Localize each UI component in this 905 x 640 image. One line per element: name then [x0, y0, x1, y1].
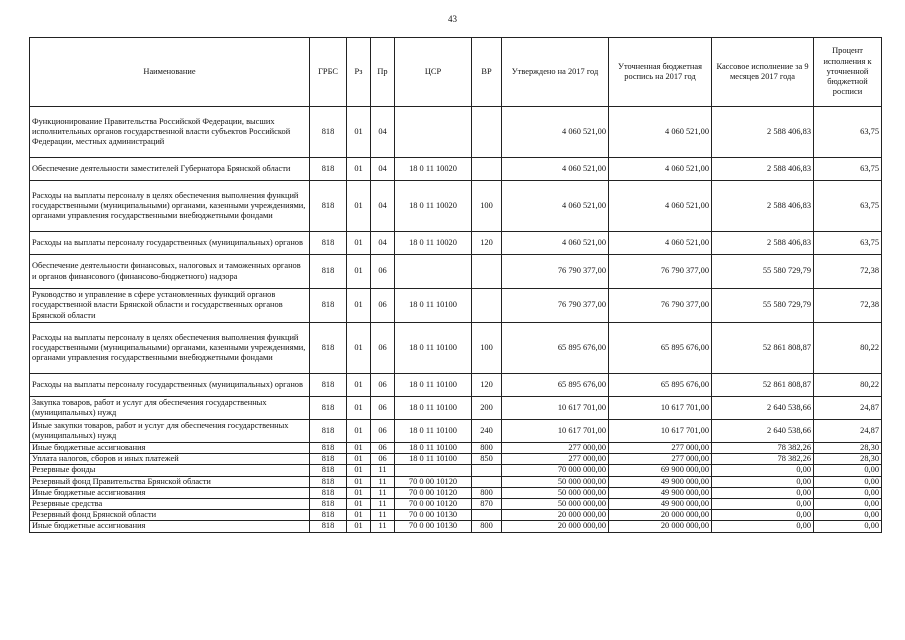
cell-name: Резервный фонд Брянской области: [30, 510, 310, 521]
cell-refined: 20 000 000,00: [609, 521, 712, 532]
cell-csr: [395, 107, 472, 158]
cell-approved: 50 000 000,00: [502, 487, 609, 498]
cell-refined: 4 060 521,00: [609, 107, 712, 158]
header-cash: Кассовое исполнение за 9 месяцев 2017 года: [712, 38, 814, 107]
cell-percent: 0,00: [814, 499, 882, 510]
table-row: [30, 374, 882, 397]
cell-rz: 01: [347, 289, 371, 323]
cell-name: Иные закупки товаров, работ и услуг для обеспечения государственных (муниципальных) нужд: [30, 420, 310, 443]
cell-csr: 18 0 11 10100: [395, 454, 472, 465]
cell-approved: 4 060 521,00: [502, 232, 609, 255]
cell-refined: 49 900 000,00: [609, 476, 712, 487]
cell-csr: 70 0 00 10120: [395, 487, 472, 498]
cell-pr: 04: [371, 107, 395, 158]
cell-grbs: 818: [310, 521, 347, 532]
cell-name: Иные бюджетные ассигнования: [30, 443, 310, 454]
page-number: 43: [448, 14, 457, 24]
cell-csr: 18 0 11 10100: [395, 420, 472, 443]
cell-cash: 0,00: [712, 499, 814, 510]
table-row: [30, 454, 882, 465]
table-row: [30, 476, 882, 487]
cell-pr: 11: [371, 510, 395, 521]
cell-cash: 78 382,26: [712, 443, 814, 454]
cell-rz: 01: [347, 510, 371, 521]
cell-percent: 72,38: [814, 289, 882, 323]
cell-name: Иные бюджетные ассигнования: [30, 521, 310, 532]
cell-percent: 28,30: [814, 454, 882, 465]
cell-approved: 50 000 000,00: [502, 476, 609, 487]
table-row: [30, 289, 882, 323]
table-row: [30, 510, 882, 521]
cell-cash: 0,00: [712, 521, 814, 532]
table-row: [30, 521, 882, 532]
cell-approved: 10 617 701,00: [502, 397, 609, 420]
cell-percent: 24,87: [814, 397, 882, 420]
cell-name: Резервные фонды: [30, 465, 310, 476]
cell-rz: 01: [347, 454, 371, 465]
cell-rz: 01: [347, 181, 371, 232]
cell-pr: 11: [371, 499, 395, 510]
cell-csr: 18 0 11 10100: [395, 397, 472, 420]
cell-cash: 2 588 406,83: [712, 107, 814, 158]
cell-grbs: 818: [310, 255, 347, 289]
header-approved: Утверждено на 2017 год: [502, 38, 609, 107]
table-row: [30, 181, 882, 232]
table-header-row: [30, 38, 882, 107]
header-vr: ВР: [472, 38, 502, 107]
header-rz: Рз: [347, 38, 371, 107]
cell-vr: 120: [472, 232, 502, 255]
cell-rz: 01: [347, 232, 371, 255]
cell-refined: 65 895 676,00: [609, 374, 712, 397]
cell-name: Резервные средства: [30, 499, 310, 510]
cell-cash: 2 588 406,83: [712, 181, 814, 232]
cell-rz: 01: [347, 487, 371, 498]
cell-cash: 2 640 538,66: [712, 397, 814, 420]
cell-vr: [472, 289, 502, 323]
cell-percent: 63,75: [814, 181, 882, 232]
cell-pr: 06: [371, 289, 395, 323]
cell-rz: 01: [347, 374, 371, 397]
cell-approved: 65 895 676,00: [502, 374, 609, 397]
table-row: [30, 499, 882, 510]
cell-pr: 04: [371, 232, 395, 255]
cell-name: Резервный фонд Правительства Брянской области: [30, 476, 310, 487]
cell-pr: 06: [371, 420, 395, 443]
cell-approved: 277 000,00: [502, 454, 609, 465]
cell-csr: 70 0 00 10130: [395, 510, 472, 521]
cell-grbs: 818: [310, 443, 347, 454]
cell-approved: 10 617 701,00: [502, 420, 609, 443]
cell-grbs: 818: [310, 107, 347, 158]
cell-csr: 70 0 00 10120: [395, 499, 472, 510]
header-csr: ЦСР: [395, 38, 472, 107]
cell-name: Обеспечение деятельности финансовых, налоговых и таможенных органов и органов финансового (финансово-бюджетного) надзора: [30, 255, 310, 289]
cell-cash: 52 861 808,87: [712, 374, 814, 397]
cell-percent: 0,00: [814, 476, 882, 487]
cell-approved: 70 000 000,00: [502, 465, 609, 476]
cell-percent: 80,22: [814, 374, 882, 397]
cell-vr: [472, 107, 502, 158]
cell-csr: 18 0 11 10100: [395, 323, 472, 374]
cell-name: Функционирование Правительства Российской Федерации, высших исполнительных органов государственной власти субъектов Российской Федерации, местных администраций: [30, 107, 310, 158]
cell-rz: 01: [347, 443, 371, 454]
cell-refined: 4 060 521,00: [609, 158, 712, 181]
cell-grbs: 818: [310, 181, 347, 232]
cell-grbs: 818: [310, 158, 347, 181]
cell-rz: 01: [347, 521, 371, 532]
cell-rz: 01: [347, 158, 371, 181]
cell-vr: 100: [472, 181, 502, 232]
cell-grbs: 818: [310, 487, 347, 498]
header-name: Наименование: [30, 38, 310, 107]
cell-cash: 0,00: [712, 510, 814, 521]
cell-vr: 800: [472, 521, 502, 532]
cell-pr: 11: [371, 476, 395, 487]
cell-vr: [472, 465, 502, 476]
cell-vr: 200: [472, 397, 502, 420]
table-row: [30, 420, 882, 443]
cell-approved: 65 895 676,00: [502, 323, 609, 374]
cell-name: Закупка товаров, работ и услуг для обеспечения государственных (муниципальных) нужд: [30, 397, 310, 420]
header-pr: Пр: [371, 38, 395, 107]
cell-grbs: 818: [310, 289, 347, 323]
cell-grbs: 818: [310, 232, 347, 255]
cell-csr: 70 0 00 10130: [395, 521, 472, 532]
cell-grbs: 818: [310, 476, 347, 487]
cell-name: Обеспечение деятельности заместителей Губернатора Брянской области: [30, 158, 310, 181]
cell-pr: 06: [371, 374, 395, 397]
cell-name: Расходы на выплаты персоналу в целях обеспечения выполнения функций государственными (муниципальными) органами, казенными учреждениями, органами управления государственными внебюджетными фондами: [30, 181, 310, 232]
cell-cash: 55 580 729,79: [712, 255, 814, 289]
cell-name: Расходы на выплаты персоналу государственных (муниципальных) органов: [30, 374, 310, 397]
cell-vr: [472, 476, 502, 487]
cell-percent: 63,75: [814, 232, 882, 255]
cell-percent: 24,87: [814, 420, 882, 443]
cell-vr: [472, 255, 502, 289]
cell-vr: 850: [472, 454, 502, 465]
cell-pr: 11: [371, 521, 395, 532]
budget-execution-table: [29, 37, 882, 533]
cell-cash: 0,00: [712, 476, 814, 487]
cell-percent: 0,00: [814, 487, 882, 498]
cell-csr: [395, 465, 472, 476]
cell-vr: 240: [472, 420, 502, 443]
cell-grbs: 818: [310, 499, 347, 510]
cell-rz: 01: [347, 255, 371, 289]
cell-rz: 01: [347, 465, 371, 476]
cell-rz: 01: [347, 397, 371, 420]
table-row: [30, 255, 882, 289]
cell-cash: 0,00: [712, 487, 814, 498]
cell-approved: 50 000 000,00: [502, 499, 609, 510]
cell-vr: 120: [472, 374, 502, 397]
table-row: [30, 107, 882, 158]
cell-name: Руководство и управление в сфере установленных функций органов государственной власти Брянской области и государственных органов Брянской области: [30, 289, 310, 323]
cell-rz: 01: [347, 499, 371, 510]
cell-rz: 01: [347, 107, 371, 158]
header-percent: Процент исполнения к уточненной бюджетной росписи: [814, 38, 882, 107]
cell-vr: [472, 158, 502, 181]
cell-refined: 4 060 521,00: [609, 232, 712, 255]
cell-pr: 06: [371, 323, 395, 374]
cell-percent: 0,00: [814, 521, 882, 532]
table-row: [30, 465, 882, 476]
cell-grbs: 818: [310, 397, 347, 420]
cell-refined: 10 617 701,00: [609, 420, 712, 443]
cell-approved: 20 000 000,00: [502, 521, 609, 532]
cell-grbs: 818: [310, 465, 347, 476]
cell-approved: 4 060 521,00: [502, 107, 609, 158]
cell-csr: 18 0 11 10100: [395, 289, 472, 323]
cell-pr: 11: [371, 487, 395, 498]
cell-approved: 76 790 377,00: [502, 289, 609, 323]
cell-vr: 100: [472, 323, 502, 374]
cell-rz: 01: [347, 476, 371, 487]
cell-vr: 870: [472, 499, 502, 510]
table-row: [30, 487, 882, 498]
cell-name: Иные бюджетные ассигнования: [30, 487, 310, 498]
cell-grbs: 818: [310, 420, 347, 443]
header-refined: Уточненная бюджетная роспись на 2017 год: [609, 38, 712, 107]
cell-pr: 06: [371, 255, 395, 289]
cell-refined: 10 617 701,00: [609, 397, 712, 420]
cell-csr: 18 0 11 10020: [395, 158, 472, 181]
cell-pr: 04: [371, 181, 395, 232]
cell-refined: 65 895 676,00: [609, 323, 712, 374]
cell-refined: 20 000 000,00: [609, 510, 712, 521]
cell-name: Уплата налогов, сборов и иных платежей: [30, 454, 310, 465]
cell-cash: 55 580 729,79: [712, 289, 814, 323]
cell-refined: 69 900 000,00: [609, 465, 712, 476]
table-row: [30, 158, 882, 181]
cell-csr: 18 0 11 10020: [395, 232, 472, 255]
cell-csr: [395, 255, 472, 289]
cell-grbs: 818: [310, 454, 347, 465]
cell-csr: 18 0 11 10020: [395, 181, 472, 232]
cell-percent: 0,00: [814, 510, 882, 521]
cell-approved: 76 790 377,00: [502, 255, 609, 289]
cell-refined: 277 000,00: [609, 454, 712, 465]
cell-refined: 76 790 377,00: [609, 289, 712, 323]
cell-cash: 0,00: [712, 465, 814, 476]
cell-cash: 2 588 406,83: [712, 158, 814, 181]
cell-pr: 11: [371, 465, 395, 476]
cell-csr: 18 0 11 10100: [395, 374, 472, 397]
table-row: [30, 397, 882, 420]
cell-vr: 800: [472, 487, 502, 498]
cell-cash: 78 382,26: [712, 454, 814, 465]
cell-pr: 06: [371, 454, 395, 465]
cell-grbs: 818: [310, 323, 347, 374]
cell-pr: 04: [371, 158, 395, 181]
cell-approved: 277 000,00: [502, 443, 609, 454]
cell-grbs: 818: [310, 374, 347, 397]
cell-percent: 63,75: [814, 158, 882, 181]
cell-refined: 277 000,00: [609, 443, 712, 454]
cell-rz: 01: [347, 420, 371, 443]
cell-approved: 4 060 521,00: [502, 158, 609, 181]
cell-name: Расходы на выплаты персоналу государственных (муниципальных) органов: [30, 232, 310, 255]
cell-approved: 20 000 000,00: [502, 510, 609, 521]
cell-refined: 4 060 521,00: [609, 181, 712, 232]
cell-percent: 0,00: [814, 465, 882, 476]
cell-cash: 52 861 808,87: [712, 323, 814, 374]
cell-name: Расходы на выплаты персоналу в целях обеспечения выполнения функций государственными (муниципальными) органами, казенными учреждениями, органами управления государственными внебюджетными фондами: [30, 323, 310, 374]
cell-percent: 80,22: [814, 323, 882, 374]
header-grbs: ГРБС: [310, 38, 347, 107]
cell-grbs: 818: [310, 510, 347, 521]
cell-vr: [472, 510, 502, 521]
cell-rz: 01: [347, 323, 371, 374]
cell-percent: 63,75: [814, 107, 882, 158]
cell-cash: 2 640 538,66: [712, 420, 814, 443]
cell-refined: 76 790 377,00: [609, 255, 712, 289]
cell-pr: 06: [371, 397, 395, 420]
cell-approved: 4 060 521,00: [502, 181, 609, 232]
table-row: [30, 232, 882, 255]
table-row: [30, 443, 882, 454]
cell-refined: 49 900 000,00: [609, 487, 712, 498]
cell-percent: 28,30: [814, 443, 882, 454]
cell-refined: 49 900 000,00: [609, 499, 712, 510]
cell-vr: 800: [472, 443, 502, 454]
table-row: [30, 323, 882, 374]
cell-pr: 06: [371, 443, 395, 454]
cell-csr: 18 0 11 10100: [395, 443, 472, 454]
cell-cash: 2 588 406,83: [712, 232, 814, 255]
cell-percent: 72,38: [814, 255, 882, 289]
cell-csr: 70 0 00 10120: [395, 476, 472, 487]
